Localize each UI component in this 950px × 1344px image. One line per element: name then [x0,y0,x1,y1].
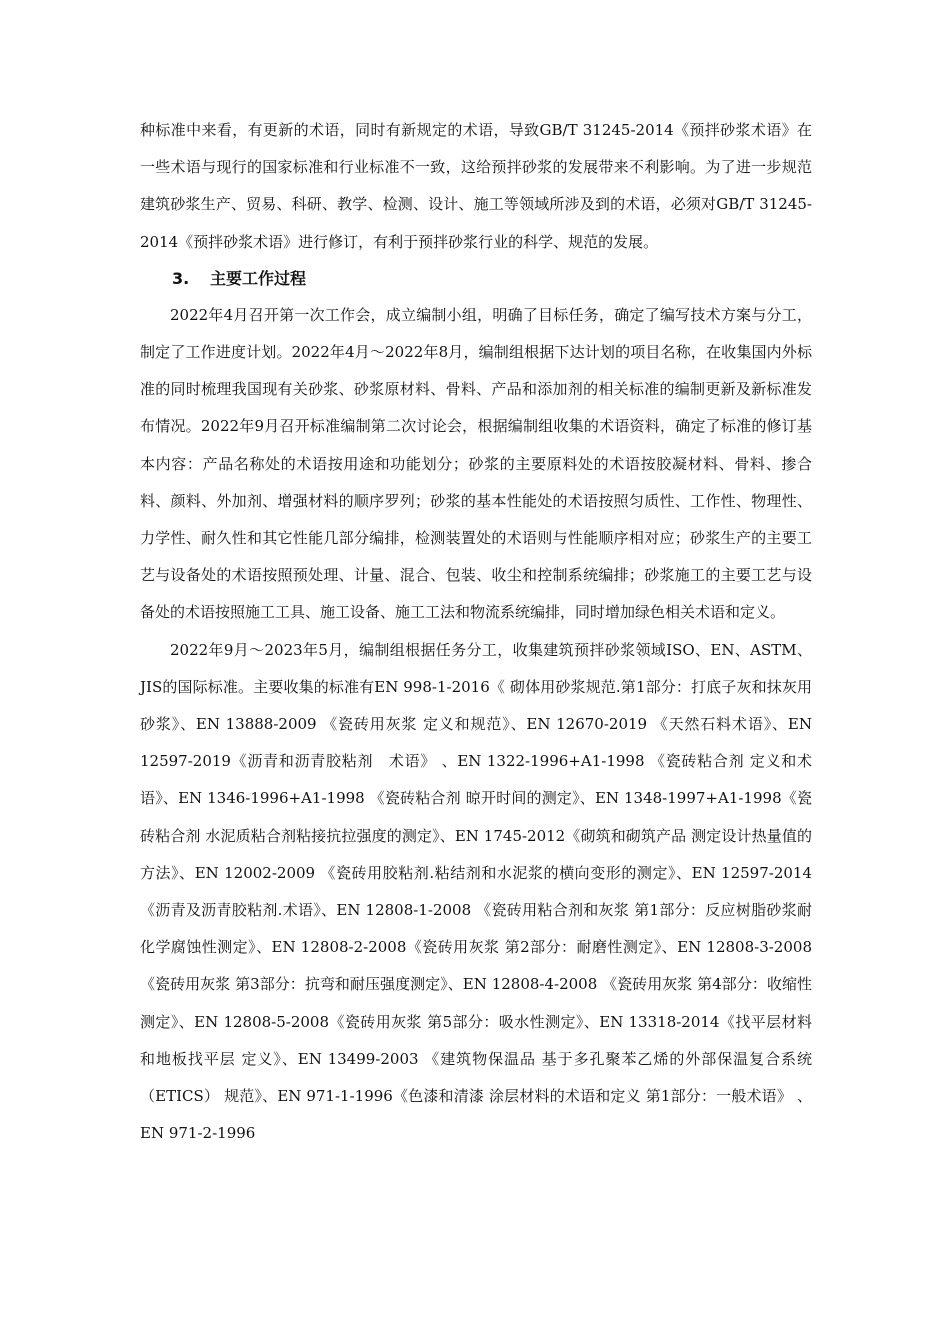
section-heading [172,261,812,297]
section-title: 主要工作过程 [210,268,307,288]
section-number: 3. [172,268,190,288]
paragraph-standards-collected: 2022年9月～2023年5月，编制组根据任务分工，收集建筑预拌砂浆领域ISO、EN、ASTM、JIS的国际标准。主要收集的标准有EN 998-1-2016《 砌体用砂浆规范.第1部分：打底子灰和抹灰用砂浆》、EN 13888-2009 《瓷砖用灰浆 定义和规范》、EN 12670-2019 《天然石料术语》、EN 12597-2019《沥青和沥青胶粘剂 术语》 、EN 1322-1996+A1-1998 《瓷砖粘合剂 定义和术语》、EN 1346-1996+A1-1998 《瓷砖粘合剂 晾开时间的测定》、EN 1348-1997+A1-1998《瓷砖粘合剂 水泥质粘合剂粘接抗拉强度的测定》、EN 1745-2012《砌筑和砌筑产品 测定设计热量值的方法》、EN 12002-2009 《瓷砖用胶粘剂.粘结剂和水泥浆的横向变形的测定》、EN 12597-2014《沥青及沥青胶粘剂.术语》、EN 12808-1-2008 《瓷砖用粘合剂和灰浆 第1部分：反应树脂砂浆耐化学腐蚀性测定》、EN 12808-2-2008《瓷砖用灰浆 第2部分：耐磨性测定》、EN 12808-3-2008 《瓷砖用灰浆 第3部分：抗弯和耐压强度测定》、EN 12808-4-2008 《瓷砖用灰浆 第4部分：收缩性测定》、EN 12808-5-2008《瓷砖用灰浆 第5部分：吸水性测定》、EN 13318-2014《找平层材料和地板找平层 定义》、EN 13499-2003 《建筑物保温品 基于多孔聚苯乙烯的外部保温复合系统（ETICS） 规范》、EN 971-1-1996《色漆和清漆 涂层材料的术语和定义 第1部分：一般术语》 、EN 971-2-1996 [140,640,812,1143]
document-page [140,112,812,1152]
paragraph-work-process: 2022年4月召开第一次工作会，成立编制小组，明确了目标任务，确定了编写技术方案与分工，制定了工作进度计划。2022年4月～2022年8月，编制组根据下达计划的项目名称，在收集国内外标准的同时梳理我国现有关砂浆、砂浆原材料、骨料、产品和添加剂的相关标准的编制更新及新标准发布情况。2022年9月召开标准编制第二次讨论会，根据编制组收集的术语资料，确定了标准的修订基本内容：产品名称处的术语按用途和功能划分；砂浆的主要原料处的术语按胶凝材料、骨料、掺合料、颜料、外加剂、增强材料的顺序罗列；砂浆的基本性能处的术语按照匀质性、工作性、物理性、力学性、耐久性和其它性能几部分编排，检测装置处的术语则与性能顺序相对应；砂浆生产的主要工艺与设备处的术语按照预处理、计量、混合、包装、收尘和控制系统编排；砂浆施工的主要工艺与设备处的术语按照施工工具、施工设备、施工工法和物流系统编排，同时增加绿色相关术语和定义。 [140,305,812,622]
paragraph-continued: 种标准中来看，有更新的术语，同时有新规定的术语，导致GB/T 31245-2014《预拌砂浆术语》在一些术语与现行的国家标准和行业标准不一致，这给预拌砂浆的发展带来不利影响。为了进一步规范建筑砂浆生产、贸易、科研、教学、检测、设计、施工等领域所涉及到的术语，必须对GB/T 31245-2014《预拌砂浆术语》进行修订，有利于预拌砂浆行业的科学、规范的发展。 [140,121,812,251]
